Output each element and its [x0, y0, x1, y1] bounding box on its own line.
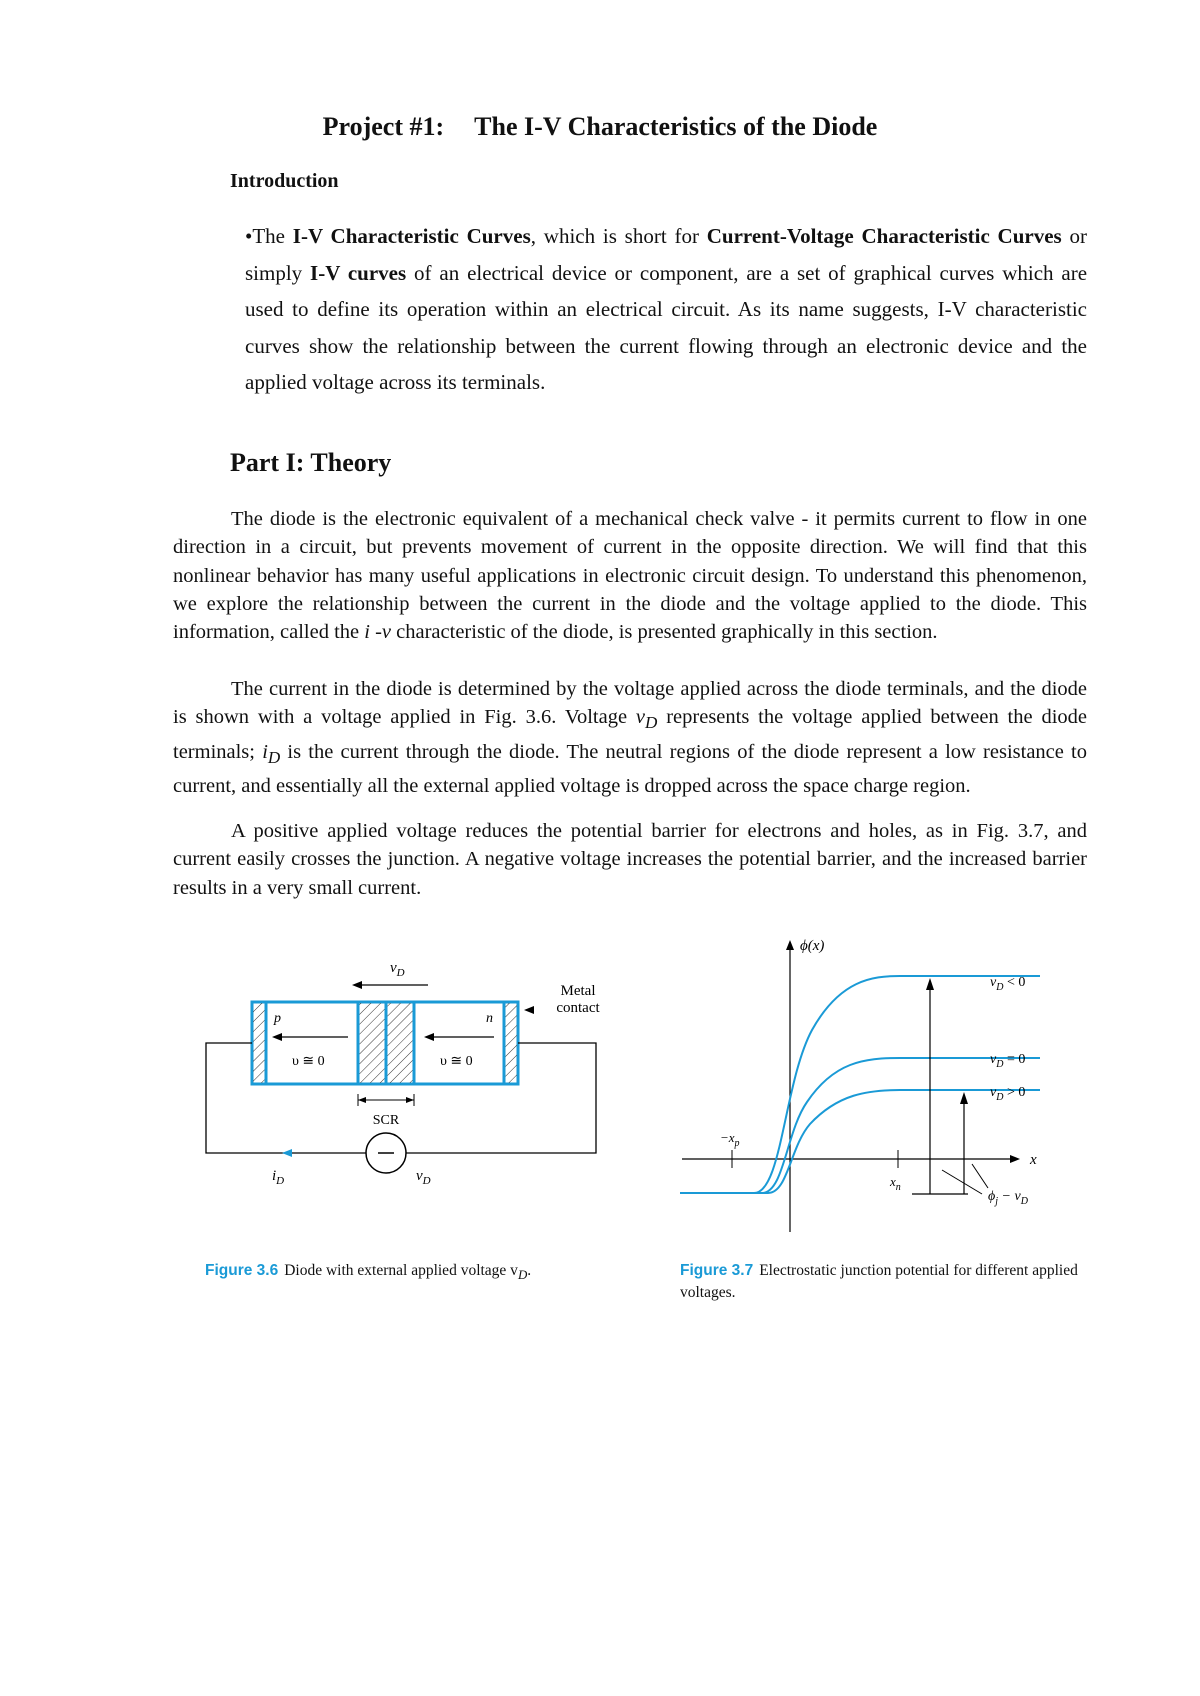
intro-text-2: , which is short for — [530, 224, 707, 248]
p2-text-c: is the current through the diode. The neutral regions of the diode represent a low resistance to current, and essentially all the external applied voltage is dropped across the space charge region. — [173, 740, 1088, 798]
intro-bold-1: I-V Characteristic Curves — [292, 224, 531, 248]
label-vd-zero: $v_D = 0$ — [990, 1052, 1026, 1070]
fig36-caption-sub: D — [517, 1267, 528, 1283]
label-vd-positive: $v_D > 0$ — [990, 1085, 1026, 1103]
current-arrow — [282, 1149, 292, 1157]
intro-bold-3: I-V curves — [310, 260, 407, 285]
intro-text-4: of an electrical device or component, are a set of graphical curves which are used to define its operation within an electrical circuit. As its name suggests, I-V characteristic curves show the relationship between the current flowing through an electronic device and the applied voltage across its terminals. — [245, 260, 1088, 394]
fig36-caption-label: Figure 3.6 — [205, 1262, 279, 1279]
theory-paragraph-2 — [173, 675, 1087, 800]
vd-top-arrowhead — [352, 981, 362, 989]
figure-3-6-caption — [205, 1260, 665, 1286]
p2-text-a: The current in the diode is determined by the voltage applied across the diode terminals, and the diode is shown with a voltage applied in Fig. 3.6. Voltage — [173, 678, 1087, 729]
left-metal-contact — [253, 1003, 266, 1083]
intro-text-1: The — [252, 224, 293, 248]
y-axis-label: ϕ(x) — [800, 938, 825, 954]
theory-paragraph-3: A positive applied voltage reduces the potential barrier for electrons and holes, as in Fig. 3.7, and current easily crosses the junction. A negative voltage increases the potential barrier, and the increased barrier results in a very small current. — [173, 820, 1087, 899]
title-main: The I-V Characteristics of the Diode — [474, 112, 878, 141]
curve-vd-zero — [680, 1058, 1040, 1193]
figure-3-7-caption — [680, 1260, 1100, 1304]
right-metal-contact — [504, 1003, 517, 1083]
vd-top-label: $v_D$ — [390, 960, 405, 979]
n-label: n — [486, 1011, 493, 1026]
scr-label: SCR — [372, 1113, 400, 1128]
metal-label-line2: contact — [556, 1000, 600, 1016]
p2-text-b: represents the voltage applied between the diode terminals; — [173, 706, 1087, 763]
p1-text-a: The diode is the electronic equivalent of a mechanical check valve - it permits current to flow in one direction in a circuit, but prevents movement of current in the opposite direction. We will find that this nonlinear behavior has many useful applications in electronic circuit design. To understand this phenomenon, we explore the relationship between the current in the diode and the voltage applied to the diode. This information, called the — [173, 508, 1087, 644]
intro-text-3: or simply — [245, 224, 1087, 285]
figure-3-6-diagram — [196, 940, 666, 1200]
field-left-label: υ ≅ 0 — [292, 1054, 325, 1069]
field-right-label: υ ≅ 0 — [440, 1054, 473, 1069]
curve-vd-negative — [680, 976, 1040, 1193]
xp-label: $-x_p$ — [720, 1130, 740, 1149]
p2-vd-sub: D — [645, 713, 658, 733]
p1-iv: i -v — [364, 621, 392, 644]
introduction-paragraph — [245, 218, 1087, 401]
theory-paragraph-1 — [173, 505, 1087, 646]
figure-3-7-diagram — [672, 932, 1092, 1232]
x-axis-label: x — [1030, 1152, 1037, 1168]
fig37-caption-label: Figure 3.7 — [680, 1262, 754, 1279]
fig37-caption-text: Electrostatic junction potential for different applied voltages. — [680, 1262, 1078, 1301]
xn-label: $x_n$ — [890, 1174, 901, 1193]
p2-id-sub: D — [267, 747, 281, 767]
part-one-heading: Part I: Theory — [230, 448, 392, 477]
p2-id: i — [262, 740, 268, 763]
page-title — [0, 112, 1200, 142]
fig36-caption-text: Diode with external applied voltage v — [284, 1262, 518, 1279]
introduction-heading: Introduction — [230, 170, 339, 192]
vd-bottom-label: $v_D$ — [416, 1168, 431, 1187]
id-label: $i_D$ — [272, 1168, 285, 1187]
title-prefix: Project #1: — [322, 112, 445, 141]
fig36-caption-end: . — [527, 1262, 532, 1279]
intro-bold-2: Current-Voltage Characteristic Curves — [706, 224, 1062, 248]
p-label: p — [274, 1011, 281, 1026]
label-phi-j: $\phi_j - v_D$ — [988, 1189, 1028, 1207]
metal-label-line1: Metal — [560, 983, 596, 999]
p1-text-b: characteristic of the diode, is presented graphically in this section. — [391, 621, 938, 644]
bullet: • — [245, 224, 253, 248]
p2-vd: v — [635, 706, 646, 729]
label-vd-negative: $v_D < 0$ — [990, 975, 1026, 993]
